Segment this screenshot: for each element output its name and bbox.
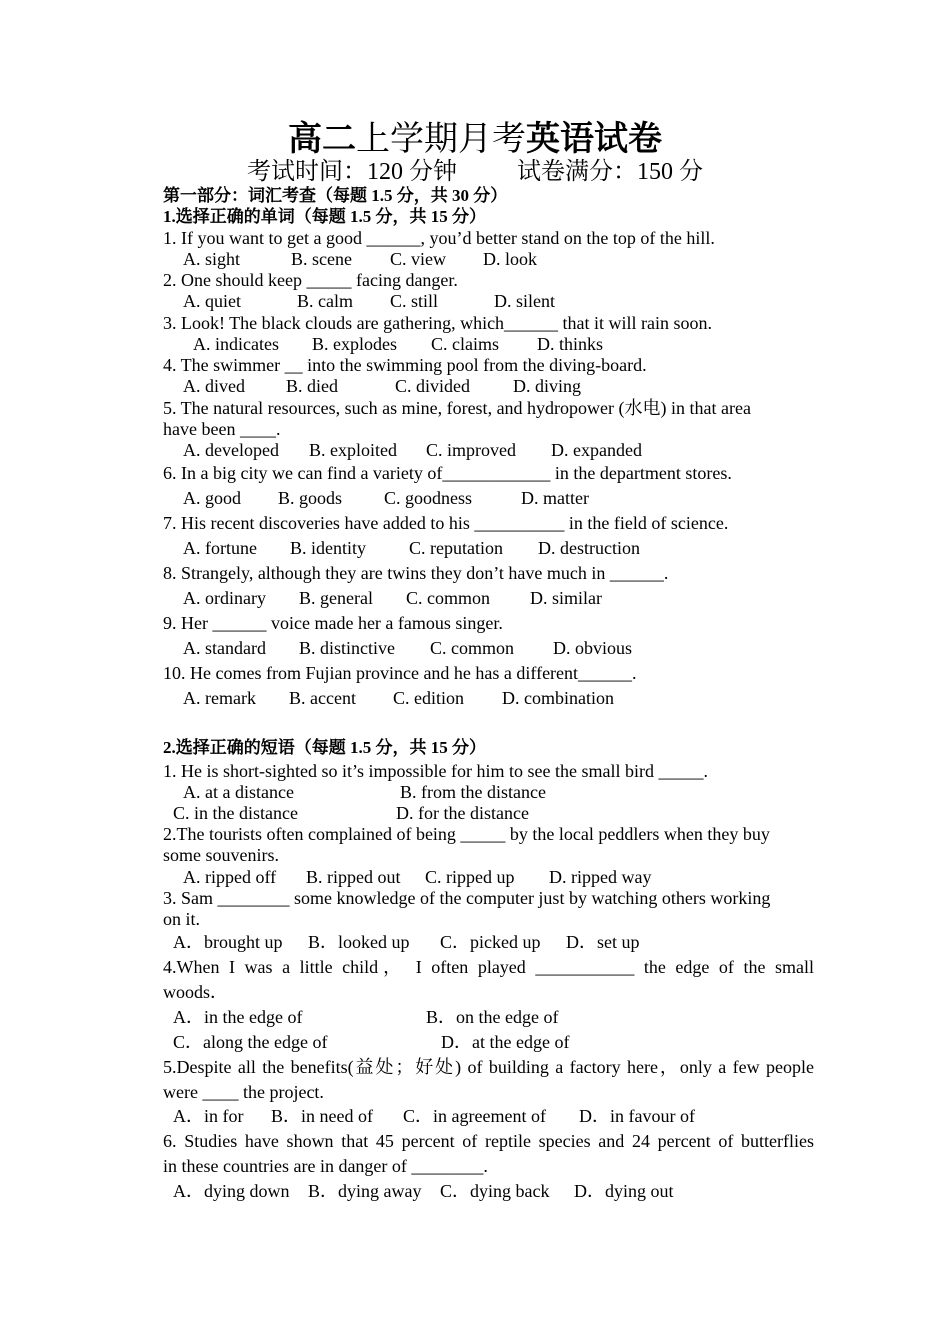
option-c: C. reputation	[409, 538, 503, 558]
option-b: B．on the edge of	[426, 1007, 559, 1027]
option-c: C. view	[390, 249, 446, 269]
question-stem-continued: woods．	[163, 982, 229, 1002]
option-b: B. identity	[290, 538, 366, 558]
option-c: C．picked up	[440, 932, 541, 952]
option-d: D. combination	[502, 688, 614, 708]
question-stem: 1. He is short-sighted so it’s impossible for him to see the small bird _____.	[163, 761, 708, 781]
option-d: D．set up	[566, 932, 640, 952]
option-c: C. ripped up	[425, 867, 515, 887]
question-stem: 2.The tourists often complained of being _____ by the local peddlers when they buy	[163, 824, 770, 844]
option-a: A．in for	[173, 1106, 244, 1126]
question-stem: 4. The swimmer __ into the swimming pool from the diving-board.	[163, 355, 647, 375]
option-c: C. common	[406, 588, 490, 608]
question-stem: 4.When I was a little child， I often played ___________ the edge of the small	[163, 957, 814, 977]
option-c: C. divided	[395, 376, 470, 396]
option-b: B. explodes	[312, 334, 397, 354]
option-d: D. obvious	[553, 638, 633, 658]
question-stem: 10. He comes from Fujian province and he has a different______.	[163, 663, 637, 683]
exam-subtitle	[0, 156, 950, 188]
option-a: A. ripped off	[183, 867, 277, 887]
question-stem-continued: some souvenirs.	[163, 845, 279, 865]
question-stem: 6. In a big city we can find a variety of____________ in the department stores.	[163, 463, 732, 483]
option-a: A. developed	[183, 440, 279, 460]
option-a: A．in the edge of	[173, 1007, 303, 1027]
question-stem: 2. One should keep _____ facing danger.	[163, 270, 458, 290]
option-a: A．brought up	[173, 932, 283, 952]
option-c: C. improved	[426, 440, 516, 460]
question-stem-continued: on it.	[163, 909, 201, 929]
option-d: D. expanded	[551, 440, 642, 460]
option-b: B．in need of	[271, 1106, 373, 1126]
option-b: B. scene	[291, 249, 352, 269]
option-a: A. quiet	[183, 291, 241, 311]
option-b: B. calm	[297, 291, 353, 311]
question-stem-continued: have been ____.	[163, 419, 281, 439]
question-stem: 3. Look! The black clouds are gathering, which______ that it will rain soon.	[163, 313, 713, 333]
question-stem: 7. His recent discoveries have added to his __________ in the field of science.	[163, 513, 729, 533]
option-a: A. ordinary	[183, 588, 266, 608]
option-b: B. died	[286, 376, 338, 396]
option-d: D．at the edge of	[441, 1032, 570, 1052]
option-a: A. indicates	[193, 334, 279, 354]
option-d: D. similar	[530, 588, 602, 608]
option-c: C．dying back	[440, 1181, 550, 1201]
option-c: C．along the edge of	[173, 1032, 328, 1052]
option-a: A. dived	[183, 376, 245, 396]
option-d: D. ripped way	[549, 867, 652, 887]
question-stem: 5.Despite all the benefits(益处；好处) of building a factory here，only a few people	[163, 1057, 814, 1077]
option-b: B．looked up	[308, 932, 410, 952]
question-stem: 9. Her ______ voice made her a famous singer.	[163, 613, 503, 633]
question-stem-continued: were ____ the project.	[163, 1082, 324, 1102]
option-d: D. diving	[513, 376, 582, 396]
option-d: D. silent	[494, 291, 555, 311]
option-d: D．dying out	[574, 1181, 674, 1201]
option-b: B. accent	[289, 688, 356, 708]
option-c: C. in the distance	[173, 803, 298, 823]
option-c: C. claims	[431, 334, 499, 354]
option-b: B. ripped out	[306, 867, 401, 887]
option-b: B. general	[299, 588, 373, 608]
question-stem: 8. Strangely, although they are twins they don’t have much in ______.	[163, 563, 669, 583]
option-b: B. goods	[278, 488, 343, 508]
section1-heading: 1.选择正确的单词（每题 1.5 分，共 15 分）	[163, 207, 486, 226]
option-c: C. common	[430, 638, 514, 658]
option-b: B. exploited	[309, 440, 397, 460]
option-d: D. for the distance	[396, 803, 529, 823]
option-a: A．dying down	[173, 1181, 290, 1201]
option-a: A. fortune	[183, 538, 257, 558]
question-stem: 6. Studies have shown that 45 percent of reptile species and 24 percent of butterflies	[163, 1131, 814, 1151]
exam-full-score: 试卷满分：150 分	[517, 159, 703, 185]
title-part3: 英语试卷	[526, 121, 662, 158]
option-c: C. edition	[393, 688, 464, 708]
option-d: D. look	[483, 249, 537, 269]
option-a: A. at a distance	[183, 782, 294, 802]
title-part2: 上学期月考	[356, 121, 526, 158]
option-d: D. destruction	[538, 538, 640, 558]
option-d: D. thinks	[537, 334, 604, 354]
question-stem-continued: in these countries are in danger of ________.	[163, 1156, 488, 1176]
option-b: B. from the distance	[400, 782, 546, 802]
option-d: D. matter	[521, 488, 589, 508]
question-stem: 3. Sam ________ some knowledge of the computer just by watching others working	[163, 888, 771, 908]
question-stem: 5. The natural resources, such as mine, forest, and hydropower (水电) in that area	[163, 398, 751, 418]
question-stem: 1. If you want to get a good ______, you’d better stand on the top of the hill.	[163, 228, 715, 248]
option-c: C．in agreement of	[403, 1106, 546, 1126]
option-a: A. good	[183, 488, 241, 508]
option-a: A. standard	[183, 638, 266, 658]
part1-heading: 第一部分：词汇考查（每题 1.5 分，共 30 分）	[163, 186, 508, 205]
option-b: B．dying away	[308, 1181, 422, 1201]
option-c: C. still	[390, 291, 439, 311]
exam-time: 考试时间：120 分钟	[247, 159, 457, 185]
option-a: A. remark	[183, 688, 256, 708]
section2-heading: 2.选择正确的短语（每题 1.5 分，共 15 分）	[163, 738, 486, 757]
option-b: B. distinctive	[299, 638, 395, 658]
option-d: D．in favour of	[579, 1106, 695, 1126]
title-part1: 高二	[288, 121, 356, 158]
option-a: A. sight	[183, 249, 241, 269]
option-c: C. goodness	[384, 488, 473, 508]
